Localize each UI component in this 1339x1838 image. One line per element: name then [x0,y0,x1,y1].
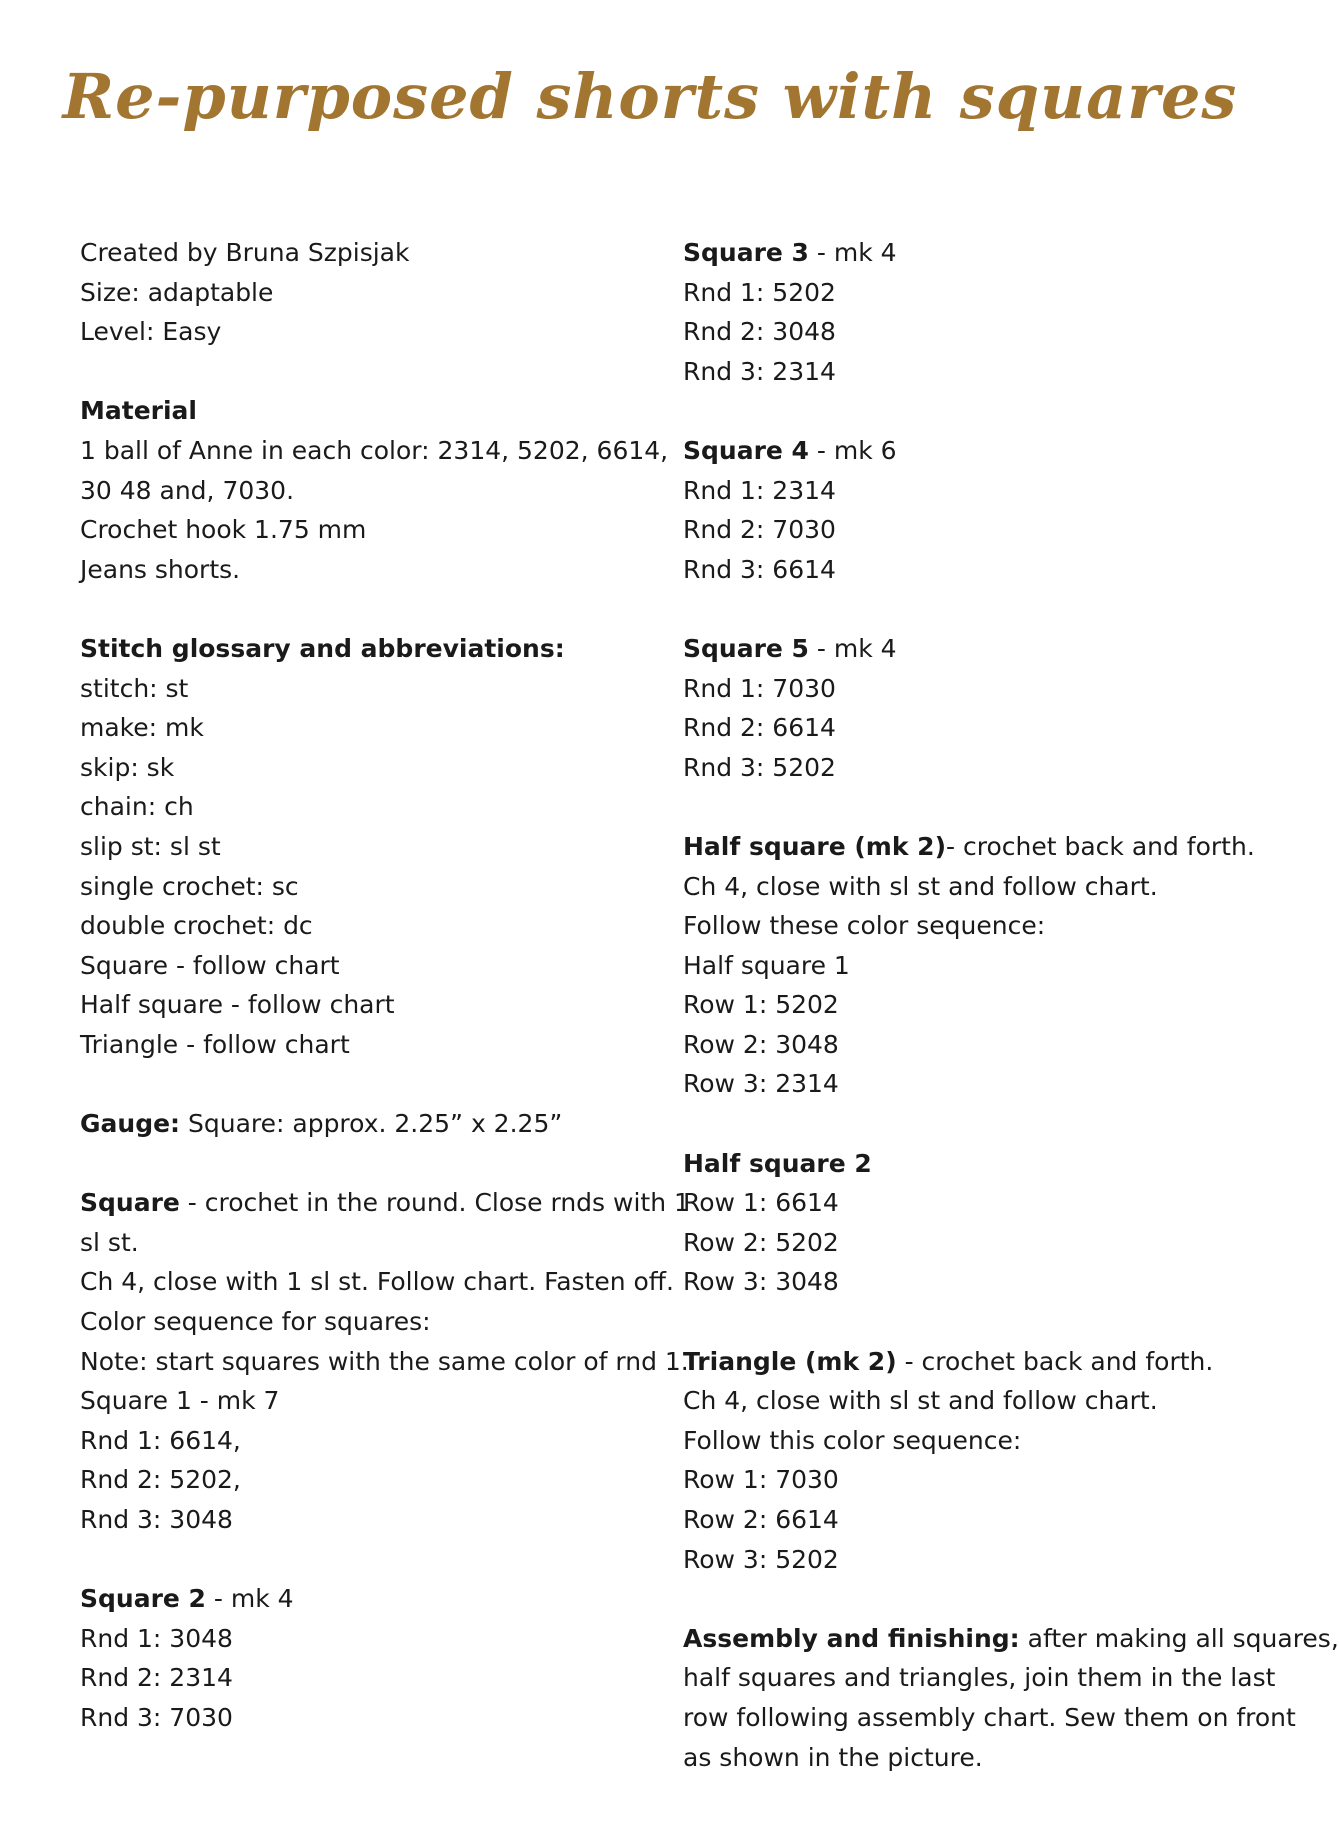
square-line: Rnd 3: 3048 [80,1505,233,1534]
square2-row: Rnd 3: 7030 [80,1702,233,1732]
square-line: Rnd 2: 5202, [80,1465,241,1495]
assembly-line: row following assembly chart. Sew them on front [683,1702,1296,1732]
glossary-heading: Stitch glossary and abbreviations: [80,633,565,663]
glossary-line: double crochet: dc [80,911,313,941]
glossary-line: slip st: sl st [80,831,221,861]
square-line: Square 1 - mk 7 [80,1386,280,1416]
square4-row: Rnd 3: 6614 [683,554,836,584]
half-square-suffix: - crochet back and forth. [946,831,1255,861]
half-square2-heading: Half square 2 [683,1148,872,1178]
square4-suffix: - mk 6 [808,435,897,465]
material-line: 1 ball of Anne in each color: 2314, 5202, 6614, [80,435,669,465]
triangle-line: Follow this color sequence: [683,1425,1022,1455]
square3-suffix: - mk 4 [808,238,897,267]
triangle-label: Triangle (mk 2) [683,1346,897,1376]
material-line: Jeans shorts. [80,554,241,584]
half-square-line: Half square 1 [683,950,850,980]
info-line: Size: adaptable [80,277,274,307]
triangle-line: Row 2: 6614 [683,1505,839,1534]
square-line: Note: start squares with the same color of rnd 1. [80,1346,689,1376]
glossary-line: Half square - follow chart [80,990,395,1020]
half-square-line: Row 2: 3048 [683,1029,839,1059]
half-square2-row: Row 2: 5202 [683,1227,839,1257]
glossary-line: Triangle - follow chart [80,1029,350,1059]
square2-suffix: - mk 4 [205,1584,294,1614]
square5-row: Rnd 3: 5202 [683,752,836,782]
glossary-line: single crochet: sc [80,871,299,901]
square3-row: Rnd 3: 2314 [683,356,836,386]
assembly-label: Assembly and finishing: [683,1623,1020,1653]
half-square-line: Row 1: 5202 [683,990,839,1020]
square2-row: Rnd 1: 3048 [80,1623,233,1653]
material-line: 30 48 and, 7030. [80,475,295,505]
triangle-line: Ch 4, close with sl st and follow chart. [683,1386,1158,1416]
page-title: Re-purposed shorts with squares [62,60,1238,133]
triangle-line: Row 3: 5202 [683,1544,839,1574]
material-line: Crochet hook 1.75 mm [80,515,367,545]
square-line: sl st. [80,1227,139,1257]
half-square-line: Follow these color sequence: [683,911,1046,941]
square5-row: Rnd 2: 6614 [683,713,836,743]
glossary-line: stitch: st [80,673,189,703]
square5-label: Square 5 [683,633,809,663]
glossary-line: skip: sk [80,752,175,782]
square3-row: Rnd 1: 5202 [683,277,836,307]
half-square2-row: Row 1: 6614 [683,1188,839,1218]
triangle-line: Row 1: 7030 [683,1465,839,1495]
left-column [80,233,690,1738]
half-square-line: Ch 4, close with sl st and follow chart. [683,871,1158,901]
material-heading: Material [80,396,197,426]
glossary-line: Square - follow chart [80,950,340,980]
gauge-text: Square: approx. 2.25” x 2.25” [180,1109,563,1139]
square4-heading [683,431,1243,471]
gauge-line [80,1104,640,1144]
square-line: Ch 4, close with 1 sl st. Follow chart. Fasten off. [80,1267,674,1297]
half-square-heading [683,827,1255,867]
half-square-label: Half square (mk 2) [683,831,947,861]
square5-heading [683,629,1243,669]
square-intro-line [80,1183,690,1223]
triangle-suffix: - crochet back and forth. [896,1346,1214,1376]
assembly-line: as shown in the picture. [683,1742,983,1772]
square-line: Rnd 1: 6614, [80,1425,241,1455]
glossary-line: chain: ch [80,792,194,822]
square4-row: Rnd 1: 2314 [683,475,836,505]
assembly-intro-line [683,1619,1339,1659]
square4-row: Rnd 2: 7030 [683,515,836,545]
assembly-intro: after making all squares, [1019,1623,1339,1653]
half-square-line: Row 3: 2314 [683,1069,839,1099]
gauge-label: Gauge: [80,1109,181,1139]
square2-row: Rnd 2: 2314 [80,1663,233,1693]
right-column [683,233,1339,1777]
square2-label: Square 2 [80,1584,206,1614]
square3-label: Square 3 [683,238,809,267]
info-line: Level: Easy [80,317,222,347]
square-intro: - crochet in the round. Close rnds with 1 [179,1188,690,1218]
square4-label: Square 4 [683,435,809,465]
square-line: Color sequence for squares: [80,1307,431,1337]
assembly-line: half squares and triangles, join them in the last [683,1663,1276,1693]
square2-heading [80,1579,640,1619]
triangle-heading [683,1342,1243,1382]
square5-row: Rnd 1: 7030 [683,673,836,703]
glossary-line: make: mk [80,713,204,743]
half-square2-row: Row 3: 3048 [683,1267,839,1297]
square3-heading [683,233,1243,273]
square5-suffix: - mk 4 [808,633,897,663]
info-line: Created by Bruna Szpisjak [80,238,410,267]
square3-row: Rnd 2: 3048 [683,317,836,347]
square-label: Square [80,1188,180,1218]
